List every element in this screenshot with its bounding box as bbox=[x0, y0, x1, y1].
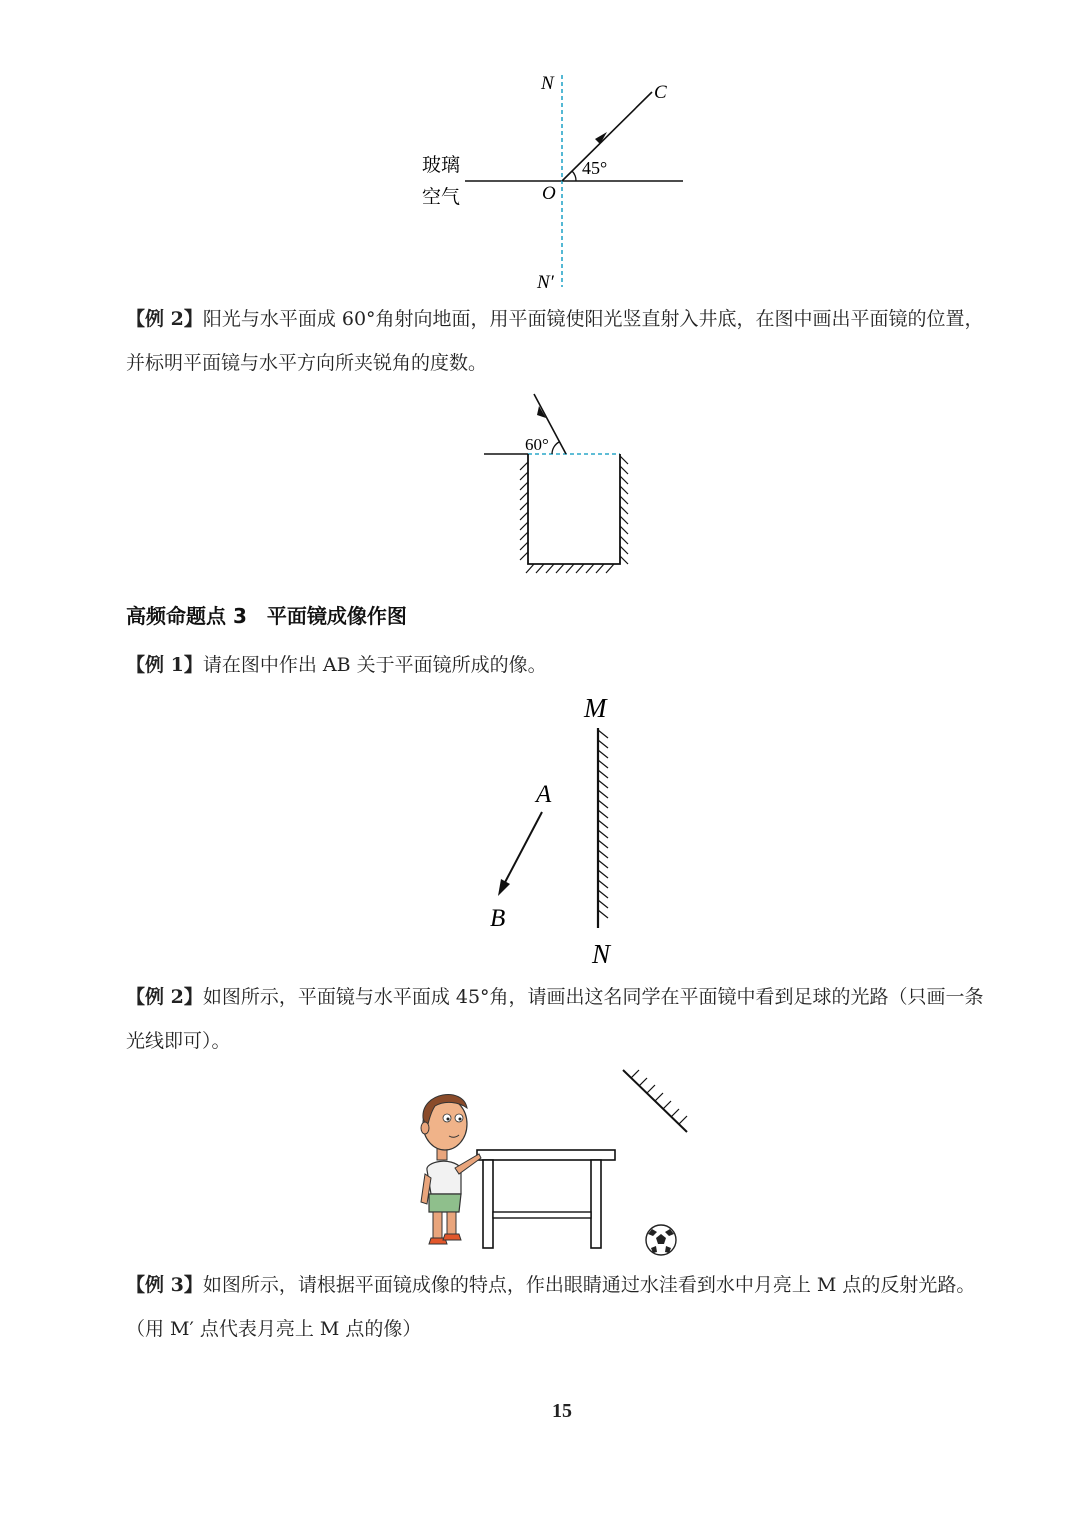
example-text: 阳光与水平面成 60°角射向地面，用平面镜使阳光竖直射入井底，在图中画出平面镜的位置，并标明平面镜与水平方向所夹锐角的度数。 bbox=[126, 308, 984, 374]
mirror-hatching bbox=[631, 1070, 687, 1124]
football bbox=[646, 1225, 676, 1255]
well-figure bbox=[480, 388, 640, 578]
mirror-hatching bbox=[598, 730, 608, 918]
label-o: O bbox=[542, 183, 556, 204]
label-angle: 60° bbox=[525, 435, 549, 454]
label-glass: 玻璃 bbox=[422, 154, 461, 176]
boy-table-figure bbox=[405, 1062, 695, 1262]
page-number: 15 bbox=[552, 1400, 572, 1422]
object-ab bbox=[502, 812, 542, 888]
section-title: 平面镜成像作图 bbox=[266, 604, 407, 628]
object-ab-arrow bbox=[498, 879, 510, 896]
label-angle: 45° bbox=[582, 158, 608, 178]
label-b: B bbox=[490, 905, 506, 932]
example-text: 请在图中作出 AB 关于平面镜所成的像。 bbox=[202, 654, 547, 676]
angle-arc bbox=[572, 171, 576, 181]
label-n: N bbox=[541, 73, 554, 94]
example-text: 如图所示，平面镜与水平面成 45°角，请画出这名同学在平面镜中看到足球的光路（只画一条光线即可）。 bbox=[126, 986, 984, 1052]
label-air: 空气 bbox=[422, 186, 461, 208]
example-2-sunlight bbox=[126, 297, 986, 385]
label-m: M bbox=[584, 693, 607, 723]
label-c: C bbox=[654, 82, 667, 103]
example-1-ab-image bbox=[126, 643, 986, 687]
example-tag: 【例 1】 bbox=[126, 654, 203, 676]
example-tag: 【例 3】 bbox=[126, 1274, 203, 1296]
angle-arc bbox=[552, 442, 559, 454]
well-hatching bbox=[520, 456, 628, 573]
example-tag: 【例 2】 bbox=[126, 308, 203, 330]
label-n-prime: N′ bbox=[537, 272, 554, 293]
example-text: 如图所示，请根据平面镜成像的特点，作出眼睛通过水洼看到水中月亮上 M 点的反射光路。（用 M′ 点代表月亮上 M 点的像） bbox=[126, 1274, 976, 1340]
well-walls bbox=[528, 454, 620, 564]
table bbox=[477, 1150, 615, 1248]
mirror-ab-figure bbox=[480, 688, 640, 973]
section-heading bbox=[126, 600, 407, 629]
example-3-moon bbox=[126, 1263, 986, 1351]
refraction-figure bbox=[410, 65, 700, 295]
section-number: 高频命题点 3 bbox=[126, 604, 247, 628]
boy-figure bbox=[421, 1095, 481, 1244]
example-2-football bbox=[126, 975, 986, 1063]
label-a: A bbox=[536, 781, 552, 808]
label-n: N bbox=[592, 939, 611, 969]
example-tag: 【例 2】 bbox=[126, 986, 203, 1008]
